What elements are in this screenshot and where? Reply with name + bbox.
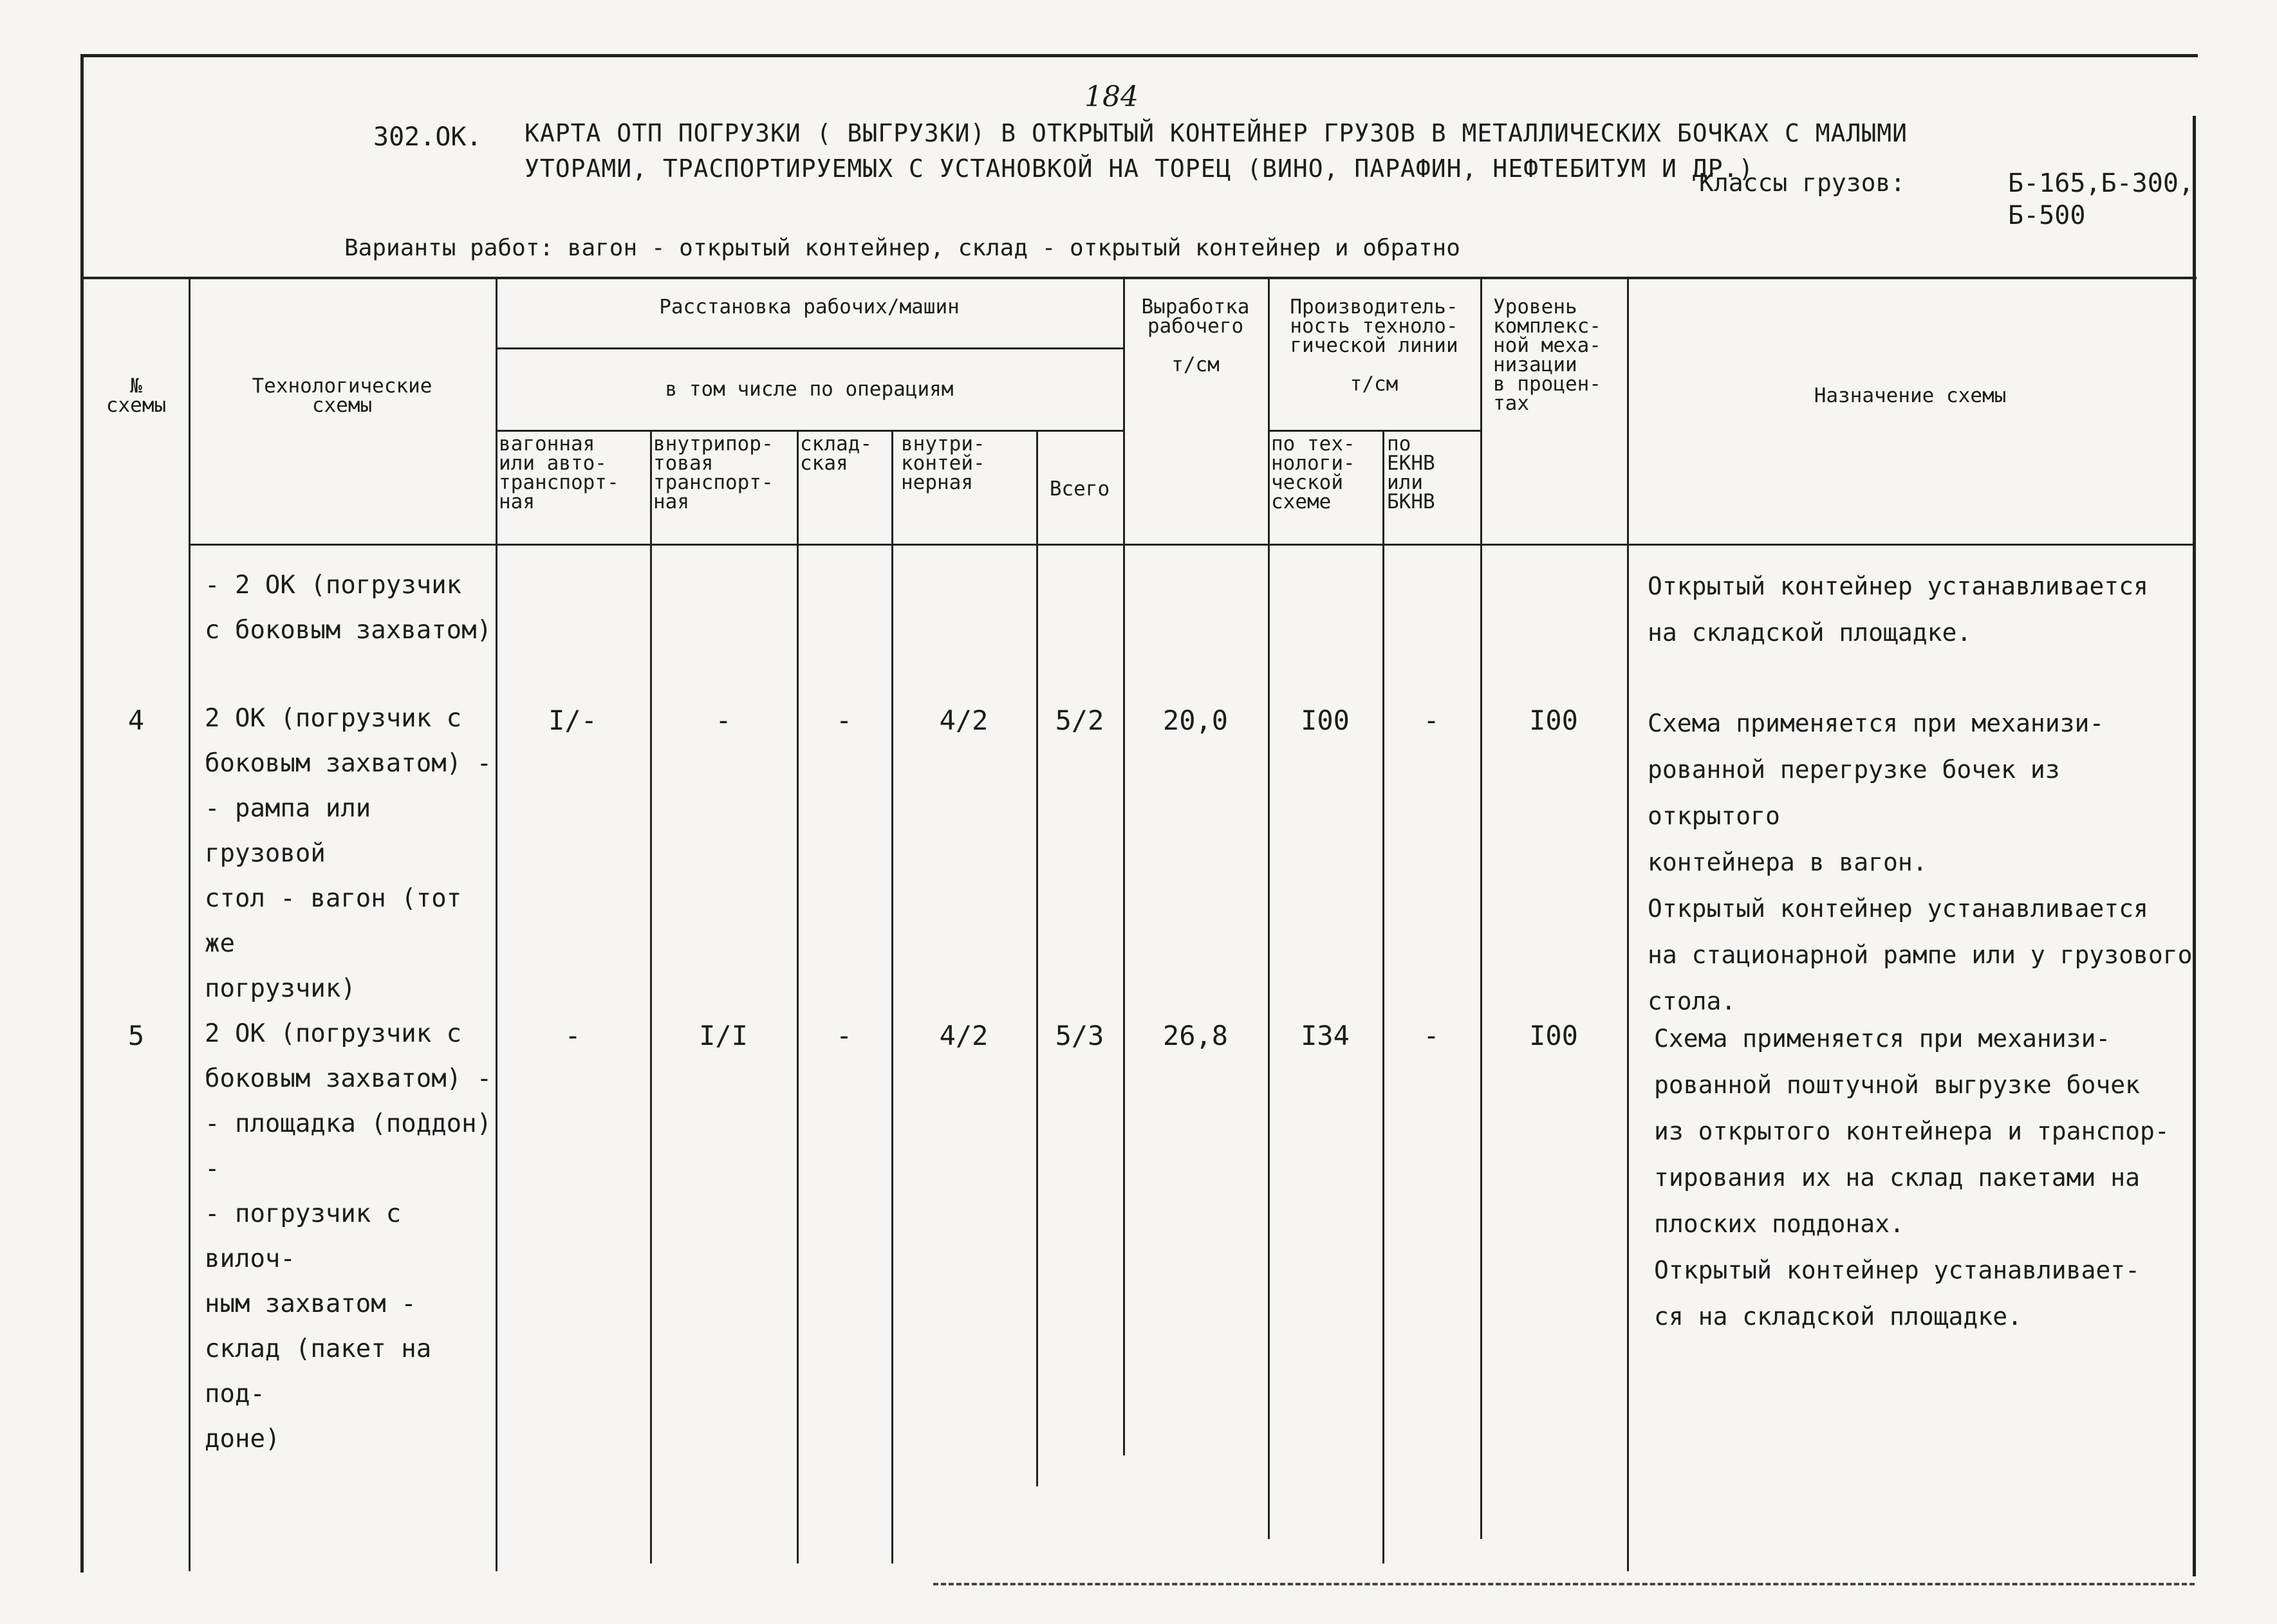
document-code: 302.ОК. (373, 122, 482, 152)
header-prod-eknv: по ЕКНВ или БКНВ (1387, 432, 1435, 513)
header-output: Выработка рабочего т/см (1141, 295, 1250, 376)
col-divider (189, 278, 191, 1571)
row-divider (1268, 430, 1480, 432)
header-productivity: Производитель- ность техноло- гической линии т/см (1290, 295, 1458, 396)
header-mech-level: Уровень комплекс- ной меха- низации в процен- тах (1493, 295, 1601, 415)
header-col-intracont: внутри- контей- нерная (901, 432, 985, 494)
header-col-warehouse: склад- ская (800, 432, 872, 475)
row-4-scheme-no: 4 (127, 705, 145, 736)
header-tech-schemes: Технологические схемы (252, 374, 432, 417)
row-divider (496, 347, 1123, 349)
cargo-classes-label: Классы грузов: (1699, 169, 1906, 197)
frame-left-border (80, 54, 84, 1573)
title-line-1: КАРТА ОТП ПОГРУЗКИ ( ВЫГРУЗКИ) В ОТКРЫТЫЙ КОНТЕЙНЕР ГРУЗОВ В МЕТАЛЛИЧЕСКИХ БОЧКАХ С МАЛЫМИ (525, 119, 1908, 147)
page-number: 184 (1084, 80, 1138, 113)
continuation-scheme: - 2 ОК (погрузчик с боковым захватом) (205, 571, 492, 645)
row-5-scheme: 2 ОК (погрузчик с боковым захватом) - - площадка (поддон) - - погрузчик с вилоч- ным захватом - склад (пакет на под- доне) (205, 1019, 492, 1453)
row-4-mech-level: I00 (1529, 705, 1578, 736)
work-variants: Варианты работ: вагон - открытый контейнер, склад - открытый контейнер и обратно (344, 235, 1460, 261)
header-prod-tech: по тех- нологи- ческой схеме (1271, 432, 1355, 513)
row-5-output: 26,8 (1162, 1020, 1229, 1051)
row-4-output: 20,0 (1162, 705, 1229, 736)
row-5-mech-level: I00 (1529, 1020, 1578, 1051)
col-divider (1480, 278, 1482, 1539)
title-line-2: УТОРАМИ, ТРАСПОРТИРУЕМЫХ С УСТАНОВКОЙ НА ТОРЕЦ (ВИНО, ПАРАФИН, НЕФТЕБИТУМ И ДР.) (525, 154, 1754, 183)
row-5-intraport: I/I (699, 1020, 748, 1051)
col-divider (1123, 278, 1125, 1455)
col-divider (797, 431, 799, 1564)
col-divider (1268, 278, 1270, 1539)
row-4-intraport: - (715, 705, 732, 736)
col-divider (1627, 278, 1629, 1571)
col-divider (891, 431, 893, 1564)
bottom-border (933, 1583, 2195, 1585)
row-5-warehouse: - (835, 1020, 853, 1051)
row-5-intracont: 4/2 (939, 1020, 989, 1051)
col-divider (1382, 431, 1384, 1564)
col-divider (650, 431, 652, 1564)
header-incl-ops: в том числе по операциям (665, 378, 954, 401)
row-4-prod-tech: I00 (1301, 705, 1350, 736)
row-5-prod-tech: I34 (1301, 1020, 1350, 1051)
header-scheme-no: № схемы (106, 374, 167, 417)
row-4-intracont: 4/2 (939, 705, 989, 736)
header-placement: Расстановка рабочих/машин (659, 295, 960, 318)
header-col-intraport: внутрипор- товая транспорт- ная (653, 432, 774, 513)
row-divider (496, 430, 1123, 432)
row-4-purpose: Схема применяется при механизи- рованной перегрузке бочек из открытого контейнера в вагон. Открытый контейнер устанавливается на стационарной рампе или у грузового стола. (1648, 709, 2193, 1015)
row-4-warehouse: - (835, 705, 853, 736)
row-5-purpose: Схема применяется при механизи- рованной поштучной выгрузке бочек из открытого контейнера и транспор- тирования их на склад пакетами на плоских поддонах. Открытый контейнер устанавливает- ся на складской площадке. (1654, 1024, 2170, 1331)
header-col-total: Всего (1049, 477, 1110, 501)
row-4-scheme: 2 ОК (погрузчик с боковым захватом) - - рампа или грузовой стол - вагон (тот же погрузчик) (205, 704, 492, 1003)
col-divider (496, 278, 497, 1571)
row-5-prod-eknv: - (1423, 1020, 1440, 1051)
cargo-classes-value-cont: Б-500 (2008, 201, 2086, 230)
row-5-scheme-no: 5 (127, 1020, 145, 1051)
row-4-total: 5/2 (1055, 705, 1104, 736)
header-bottom-line (189, 544, 2193, 546)
header-purpose: Назначение схемы (1814, 384, 2007, 407)
frame-top-border (80, 54, 2198, 57)
continuation-purpose: Открытый контейнер устанавливается на складской площадке. (1648, 572, 2148, 647)
header-col-wagon: вагонная или авто- транспорт- ная (499, 432, 619, 513)
row-5-wagon: - (564, 1020, 581, 1051)
col-divider (1036, 431, 1038, 1486)
cargo-classes-value: Б-165,Б-300, (2008, 169, 2194, 198)
row-4-wagon: I/- (548, 705, 597, 736)
row-4-prod-eknv: - (1423, 705, 1440, 736)
row-5-total: 5/3 (1055, 1020, 1104, 1051)
header-divider (80, 277, 2197, 279)
